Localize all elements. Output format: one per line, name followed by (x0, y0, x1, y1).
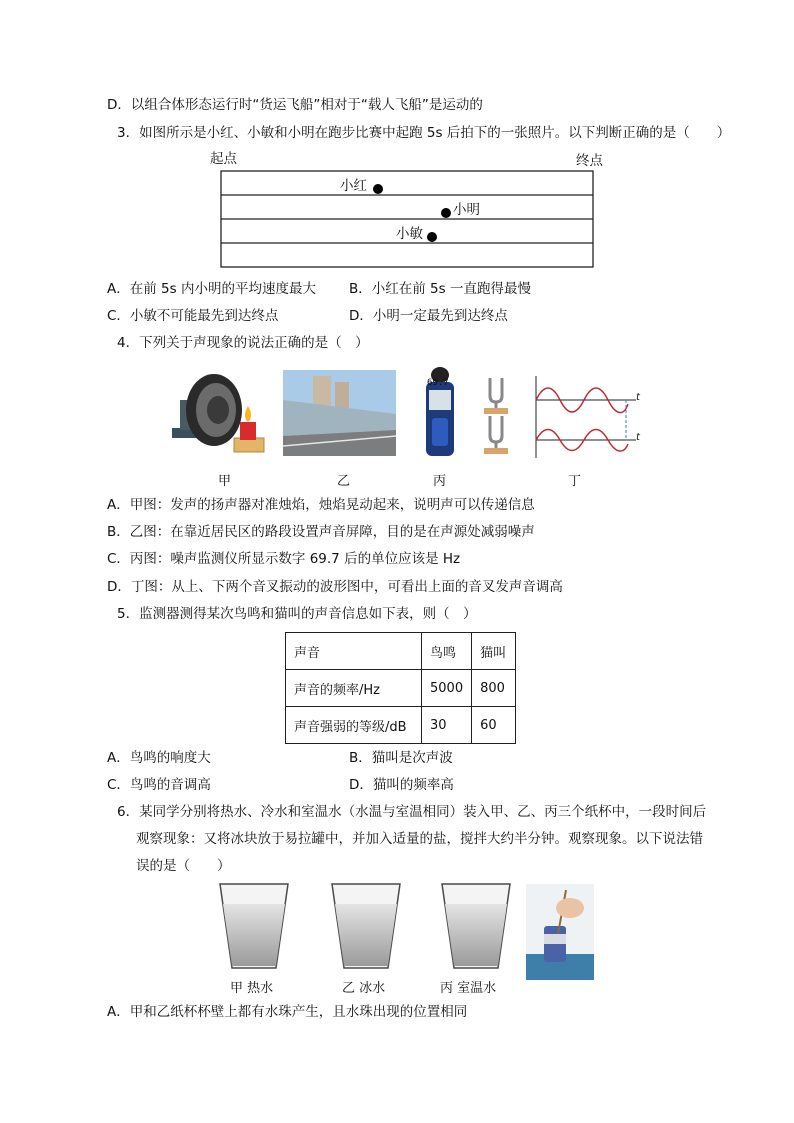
water-fill (445, 904, 507, 966)
tuning-fork-waveform-figure (478, 374, 646, 460)
tuning-fork-bottom-icon (484, 416, 508, 454)
table-cell: 猫叫 (472, 633, 516, 670)
water-fill (335, 904, 397, 966)
q5-option-b: B．猫叫是次声波 (349, 750, 453, 766)
candle-holder (234, 438, 264, 452)
q4-option-a: A．甲图：发声的扬声器对准烛焰，烛焰晃动起来，说明声可以传递信息 (107, 497, 535, 513)
table-cell: 声音强弱的等级/dB (286, 707, 422, 744)
cup-room-water (440, 882, 512, 970)
table-cell: 鸟鸣 (422, 633, 472, 670)
axis-t-bottom: t (636, 432, 640, 443)
fig-label-bing: 丙 (433, 474, 447, 489)
q3-stem: 3．如图所示是小红、小敏和小明在跑步比赛中起跑 5s 后拍下的一张照片。以下判断正确的是（ ） (117, 125, 731, 141)
meter-screen (429, 390, 451, 410)
q5-option-c: C．鸟鸣的音调高 (107, 777, 211, 793)
q2-option-d: D．以组合体形态运行时“货运飞船”相对于“载人飞船”是运动的 (107, 97, 483, 113)
tuning-fork-top-icon (484, 378, 508, 414)
q4-option-d: D．丁图：从上、下两个音叉振动的波形图中，可看出上面的音叉发声音调高 (107, 579, 563, 595)
runner-xiaoming-label: 小明 (453, 202, 480, 218)
runner-xiaoming-dot (441, 208, 451, 218)
q4-stem: 4．下列关于声现象的说法正确的是（ ） (117, 335, 369, 351)
track-start-label: 起点 (210, 151, 237, 167)
runner-xiaomin-dot (427, 232, 437, 242)
table-cell: 800 (472, 670, 516, 707)
table-row (286, 670, 516, 707)
table-cell: 声音的频率/Hz (286, 670, 422, 707)
fig-label-yi: 乙 (337, 474, 351, 489)
q6-option-a: A．甲和乙纸杯杯壁上都有水珠产生，且水珠出现的位置相同 (107, 1004, 468, 1020)
running-track-figure (219, 169, 595, 269)
q4-option-c: C．丙图：噪声监测仪所显示数字 69.7 后的单位应该是 Hz (107, 551, 461, 567)
speaker-candle-figure (170, 370, 270, 456)
cup-ice-water (330, 882, 402, 970)
table-cell: 30 (422, 707, 472, 744)
runner-xiaohong-dot (373, 184, 383, 194)
q3-option-d: D．小明一定最先到达终点 (349, 308, 508, 324)
cup-label-room: 丙 室温水 (440, 981, 497, 996)
building (313, 376, 331, 408)
hand-icon (556, 898, 584, 918)
q6-stem-line2: 观察现象：又将冰块放于易拉罐中，并加入适量的盐，搅拌大约半分钟。观察现象。以下说法错 (136, 831, 703, 847)
runner-xiaomin-label: 小敏 (396, 226, 423, 242)
can-stirring-photo (526, 884, 594, 980)
sound-barrier-photo (283, 370, 396, 456)
cup-label-ice: 乙 冰水 (342, 981, 386, 996)
table-cell: 60 (472, 707, 516, 744)
q6-stem-line1: 6．某同学分别将热水、冷水和室温水（水温与室温相同）装入甲、乙、丙三个纸杯中，一段时间后 (117, 804, 707, 820)
q3-option-a: A．在前 5s 内小明的平均速度最大 (107, 281, 316, 297)
flame-icon (245, 406, 251, 422)
q3-option-b: B．小红在前 5s 一直跑得最慢 (349, 281, 531, 297)
q5-option-a: A．鸟鸣的响度大 (107, 750, 211, 766)
q3-option-c: C．小敏不可能最先到达终点 (107, 308, 279, 324)
table-row (286, 633, 516, 670)
table-cell: 声音 (286, 633, 422, 670)
candle-icon (240, 422, 256, 440)
axis-t-top: t (636, 392, 640, 403)
q5-option-d: D．猫叫的频率高 (349, 777, 454, 793)
runner-xiaohong-label: 小红 (340, 178, 367, 194)
fig-label-ding: 丁 (568, 474, 582, 489)
table-cell: 5000 (422, 670, 472, 707)
cup-label-hot: 甲 热水 (230, 981, 274, 996)
q6-stem-line3: 误的是（ ） (136, 858, 231, 874)
meter-reading: 69.7 (427, 378, 449, 388)
cup-hot-water (218, 882, 290, 970)
table-row (286, 707, 516, 744)
water-fill (223, 904, 285, 966)
track-finish-label: 终点 (576, 153, 603, 169)
q5-stem: 5．监测器测得某次鸟鸣和猫叫的声音信息如下表，则（ ） (117, 606, 477, 622)
fig-label-jia: 甲 (218, 474, 232, 489)
sound-info-table (285, 632, 516, 744)
q4-option-b: B．乙图：在靠近居民区的路段设置声音屏障，目的是在声源处减弱噪声 (107, 524, 535, 540)
